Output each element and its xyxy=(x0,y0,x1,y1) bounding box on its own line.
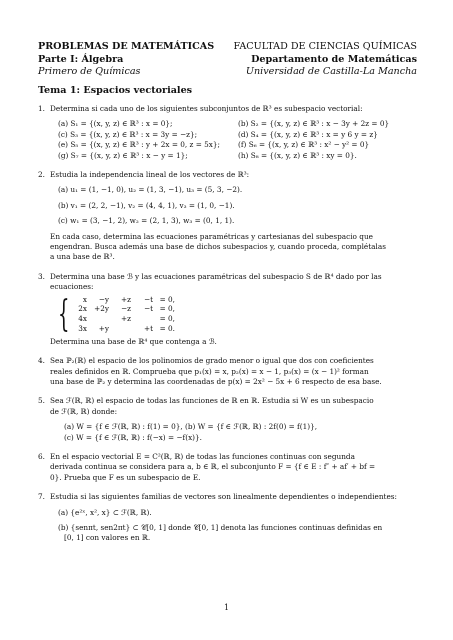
family-b: (b) {senπt, sen2πt} ⊂ 𝒞[0, 1] donde 𝒞[0, 1] denota las funciones continuas definidas en xyxy=(58,522,383,532)
problem-statement: Determina una base de ℝ⁴ que contenga a ℬ. xyxy=(50,336,217,346)
equation-row: 2x +2y −z −t = 0, xyxy=(78,304,175,314)
department-name: Departamento de Matemáticas xyxy=(251,53,417,65)
left-brace: { xyxy=(58,293,70,335)
equation-row: 4x +z = 0, xyxy=(78,314,175,324)
problem-number: 2. xyxy=(38,170,45,180)
faculty-name: FACULTAD DE CIENCIAS QUÍMICAS xyxy=(233,41,417,52)
subset-a: (a) S₁ = {(x, y, z) ∈ ℝ³ : x = 0}; xyxy=(58,119,173,129)
page-number: 1 xyxy=(223,603,230,612)
problem-number: 1. xyxy=(38,104,45,113)
subset-h: (h) S₈ = {(x, y, z) ∈ ℝ³ : xy = 0}. xyxy=(238,150,357,160)
problem-number: 7. xyxy=(38,492,45,502)
equation-system xyxy=(58,295,418,335)
doc-part: Parte I: Álgebra xyxy=(38,53,124,65)
problem-1 xyxy=(38,104,418,161)
problem-text: reales definidos en ℝ. Comprueba que p₁(x) = x, p₂(x) = x − 1, p₃(x) = (x − 1)² forman xyxy=(50,366,369,376)
header-right xyxy=(234,41,417,79)
subset-c: (c) S₃ = {(x, y, z) ∈ ℝ³ : x = 3y = −z}; xyxy=(58,129,198,139)
problem-5 xyxy=(38,396,418,443)
problem-text: una base de ℙ₂ y determina las coordenadas de p(x) = 2x² − 5x + 6 respecto de esa base. xyxy=(50,376,382,386)
problem-number: 5. xyxy=(38,396,45,406)
problem-text: derivada continua se considera para a, b ∈ ℝ, el subconjunto F = {f ∈ E : f″ + af′ + bf = xyxy=(50,462,376,472)
problem-text: Sea ℙ₂(ℝ) el espacio de los polinomios de grado menor o igual que dos con coeficientes xyxy=(50,356,374,366)
doc-title: PROBLEMAS DE MATEMÁTICAS xyxy=(38,41,215,52)
doc-course: Primero de Químicas xyxy=(38,66,141,77)
problem-number: 4. xyxy=(38,356,45,366)
problem-note: a una base de ℝ³. xyxy=(50,252,115,262)
university-name: Universidad de Castilla-La Mancha xyxy=(245,66,417,77)
problem-list xyxy=(38,100,418,544)
problem-text: de ℱ(ℝ, ℝ) donde: xyxy=(50,406,118,416)
problem-statement: ecuaciones: xyxy=(50,282,94,292)
problem-7 xyxy=(38,492,418,544)
problem-3 xyxy=(38,272,418,347)
problem-note: En cada caso, determina las ecuaciones paramétricas y cartesianas del subespacio que xyxy=(50,231,373,241)
problem-statement: Determina una base ℬ y las ecuaciones paramétricas del subespacio S de ℝ⁴ dado por las xyxy=(50,271,382,281)
subset-g: (g) S₇ = {(x, y, z) ∈ ℝ³ : x − y = 1}; xyxy=(58,150,188,160)
problem-number: 6. xyxy=(38,451,45,461)
subset-option: (c) W = {f ∈ ℱ(ℝ, ℝ) : f(−x) = −f(x)}. xyxy=(64,432,202,442)
equation-row: x −y +z −t = 0, xyxy=(82,294,175,304)
header-left xyxy=(38,41,214,79)
section-title: Tema 1: Espacios vectoriales xyxy=(38,85,193,96)
problem-statement: Determina si cada uno de los siguientes subconjuntos de ℝ³ es subespacio vectorial: xyxy=(50,104,363,113)
vector-set-c: (c) w₁ = (3, −1, 2), w₂ = (2, 1, 3), w₃ = (0, 1, 1). xyxy=(58,216,235,226)
subset-b: (b) S₂ = {(x, y, z) ∈ ℝ³ : x − 3y + 2z = 0} xyxy=(238,119,390,129)
problem-text: Estudia si las siguientes familias de vectores son linealmente dependientes o independientes: xyxy=(50,492,398,502)
problem-text: Sea ℱ(ℝ, ℝ) el espacio de todas las funciones de ℝ en ℝ. Estudia si W es un subespacio xyxy=(50,396,374,406)
problem-text: 0}. Prueba que F es un subespacio de E. xyxy=(50,472,201,482)
vector-set-a: (a) u₁ = (1, −1, 0), u₂ = (1, 3, −1), u₃ = (5, 3, −2). xyxy=(58,185,243,195)
problem-text: En el espacio vectorial E = C²(ℝ, ℝ) de todas las funciones continuas con segunda xyxy=(50,451,355,461)
vector-set-b: (b) v₁ = (2, 2, −1), v₂ = (4, 4, 1), v₃ = (1, 0, −1). xyxy=(58,200,235,210)
family-a: (a) {e²ˣ, x², x} ⊂ ℱ(ℝ, ℝ). xyxy=(58,507,152,517)
problem-number: 3. xyxy=(38,271,45,281)
problem-2 xyxy=(38,170,418,263)
problem-6 xyxy=(38,452,418,483)
problem-4 xyxy=(38,356,418,387)
problem-statement: Estudia la independencia lineal de los vectores de ℝ³: xyxy=(50,170,250,180)
subset-e: (e) S₅ = {(x, y, z) ∈ ℝ³ : y + 2x = 0, z = 5x}; xyxy=(58,140,220,150)
equation-row: 3x +y +t = 0. xyxy=(78,324,175,334)
subset-option: (a) W = {f ∈ ℱ(ℝ, ℝ) : f(1) = 0}, (b) W = {f ∈ ℱ(ℝ, ℝ) : 2f(0) = f(1)}, xyxy=(64,422,318,432)
family-b-cont: [0, 1] con valores en ℝ. xyxy=(64,533,151,543)
subset-d: (d) S₄ = {(x, y, z) ∈ ℝ³ : x = y 6 y = z} xyxy=(238,129,378,139)
subset-f: (f) S₆ = {(x, y, z) ∈ ℝ³ : x² − y² = 0} xyxy=(238,140,370,150)
problem-note: engendran. Busca además una base de dichos subespacios y, cuando proceda, complétalas xyxy=(50,242,386,252)
